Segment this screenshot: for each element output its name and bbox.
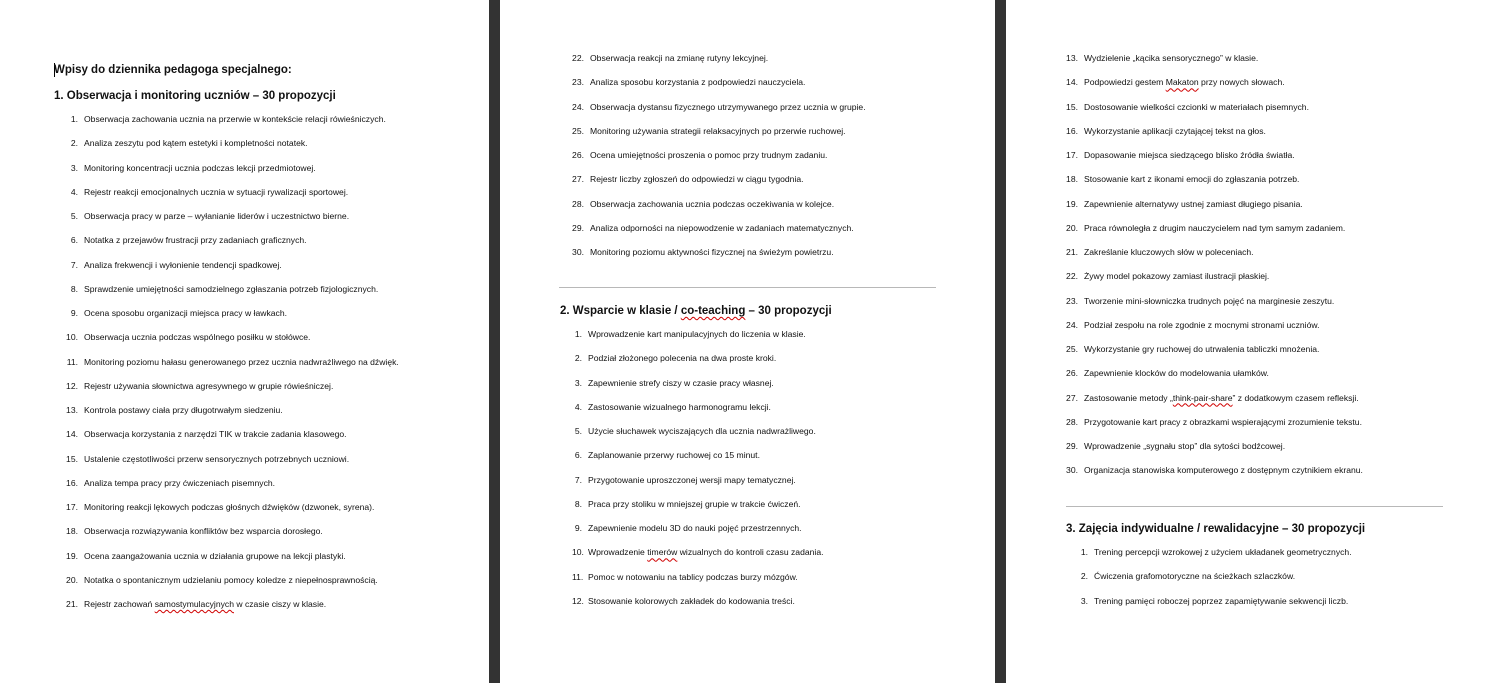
list-item [64,453,399,477]
list-item-number: 17. [1066,150,1078,160]
list-item [1078,546,1352,570]
list-item [64,501,399,525]
list-item-text: Zapewnienie modelu 3D do nauki pojęć przestrzennych. [588,523,802,533]
list-item [1066,270,1363,294]
list-item-text: Użycie słuchawek wyciszających dla ucznia nadwrażliwego. [588,426,816,436]
list-item [64,259,399,283]
list-item-text: Monitoring poziomu aktywności fizycznej na świeżym powietrzu. [590,247,834,257]
list-item-text: Zastosowanie metody „think-pair-share” z dodatkowym czasem refleksji. [1084,392,1359,403]
list-item-number: 14. [1066,77,1078,88]
list-item-number: 26. [1066,368,1078,379]
list-item-number: 29. [1066,441,1078,451]
list-item [572,352,824,376]
list-item [64,234,399,258]
list-item [1066,392,1363,416]
spellcheck-flag[interactable]: timerów [647,547,678,558]
list-item-text: Analiza frekwencji i wyłonienie tendencji spadkowej. [84,259,282,270]
list-item-number: 6. [574,450,582,461]
list-item [1066,101,1363,125]
list-item-number: 3. [574,377,582,388]
list-item [572,425,824,449]
list-item-text: Przygotowanie uproszczonej wersji mapy tematycznej. [588,474,796,485]
section-divider [1066,506,1443,507]
list-item [572,222,866,246]
list-item-number: 5. [574,426,582,436]
list-item-number: 19. [1066,198,1078,209]
list-item [64,283,399,307]
list-item-number: 23. [1066,295,1078,306]
list-item [1066,173,1363,197]
list-item-text: Wykorzystanie aplikacji czytającej tekst na głos. [1084,125,1266,136]
list-item-text: Monitoring używania strategii relaksacyjnych po przerwie ruchowej. [590,125,846,136]
list-item-text: Stosowanie kolorowych zakładek do kodowania treści. [588,595,795,606]
list-item-text: Zastosowanie wizualnego harmonogramu lekcji. [588,401,771,412]
list-item [1066,295,1363,319]
list-item-text: Ćwiczenia grafomotoryczne na ścieżkach szlaczków. [1094,571,1296,582]
list-item-number: 27. [1066,392,1078,403]
document-page-1[interactable] [0,0,489,683]
numbered-list [572,52,866,270]
list-item-number: 22. [1066,271,1078,282]
list-item-text: Obserwacja zachowania ucznia na przerwie w kontekście relacji rówieśniczych. [84,114,386,124]
document-page-2[interactable] [500,0,995,683]
list-item-text: Analiza zeszytu pod kątem estetyki i kompletności notatek. [84,138,308,149]
list-item-number: 24. [1066,319,1078,330]
list-item-number: 3. [70,162,78,173]
list-item [1066,246,1363,270]
list-item [64,307,399,331]
list-item [64,356,399,380]
list-item-number: 28. [572,198,584,209]
page-gap [489,0,500,683]
list-item [1066,149,1363,173]
list-item-number: 19. [66,550,78,561]
list-item-number: 6. [70,235,78,246]
list-item-number: 24. [572,101,584,112]
list-item-text: Podział złożonego polecenia na dwa proste kroki. [588,353,777,364]
list-item-text: Obserwacja korzystania z narzędzi TIK w trakcie zadania klasowego. [84,429,347,440]
list-item-number: 9. [574,523,582,533]
list-item-number: 15. [1066,101,1078,112]
list-item-text: Tworzenie mini-słowniczka trudnych pojęć na marginesie zeszytu. [1084,295,1335,306]
list-item [1078,595,1352,619]
list-item [1066,343,1363,367]
list-item-number: 5. [70,211,78,221]
list-item-number: 16. [66,477,78,488]
list-item-text: Rejestr zachowań samostymulacyjnych w czasie ciszy w klasie. [84,599,327,609]
list-item-text: Kontrola postawy ciała przy długotrwałym siedzeniu. [84,405,283,415]
list-item-text: Rejestr używania słownictwa agresywnego w grupie rówieśniczej. [84,380,334,391]
list-item-text: Obserwacja zachowania ucznia podczas oczekiwania w kolejce. [590,198,835,209]
list-item-text: Dostosowanie wielkości czcionki w materiałach pisemnych. [1084,101,1309,112]
list-item-text: Obserwacja rozwiązywania konfliktów bez wsparcia dorosłego. [84,526,323,537]
list-item-number: 18. [66,526,78,537]
list-item-text: Obserwacja ucznia podczas wspólnego posiłku w stołówce. [84,332,311,343]
list-item-number: 15. [66,453,78,464]
list-item-number: 27. [572,174,584,185]
list-item-text: Żywy model pokazowy zamiast ilustracji płaskiej. [1084,271,1270,282]
list-item-text: Ocena umiejętności proszenia o pomoc przy trudnym zadaniu. [590,150,828,160]
page-gap [995,0,1006,683]
list-item [1066,125,1363,149]
list-item [1066,367,1363,391]
list-item-text: Praca przy stoliku w mniejszej grupie w trakcie ćwiczeń. [588,498,801,509]
section-heading-text: 2. Wsparcie w klasie / co-teaching – 30 propozycji [560,305,832,317]
list-item-text: Trening pamięci roboczej poprzez zapamiętywanie sekwencji liczb. [1094,595,1349,606]
list-item-number: 8. [574,498,582,509]
document-title: Wpisy do dziennika pedagoga specjalnego: [54,64,292,76]
list-item [64,404,399,428]
list-item-number: 12. [572,595,584,606]
list-item-number: 20. [66,574,78,585]
list-item-number: 4. [574,401,582,412]
list-item [64,162,399,186]
list-item-text: Obserwacja dystansu fizycznego utrzymywanego przez ucznia w grupie. [590,101,866,112]
list-item-number: 4. [70,186,78,197]
section-heading-2 [560,305,832,317]
list-item [64,598,399,622]
list-item-text: Rejestr liczby zgłoszeń do odpowiedzi w ciągu tygodnia. [590,174,804,185]
list-item-text: Organizacja stanowiska komputerowego z dostępnym czytnikiem ekranu. [1084,465,1363,476]
list-item-text: Monitoring poziomu hałasu generowanego przez ucznia nadwrażliwego na dźwięk. [84,356,399,367]
list-item [64,331,399,355]
document-page-3[interactable] [1006,0,1495,683]
numbered-list [64,113,399,622]
list-item [572,546,824,570]
list-item [64,574,399,598]
list-item [572,101,866,125]
list-item-text: Obserwacja pracy w parze – wyłanianie liderów i uczestnictwo bierne. [84,211,350,221]
list-item [64,186,399,210]
list-item-number: 17. [66,502,78,512]
spellcheck-flag[interactable]: samostymulacyjnych [154,599,234,609]
list-item [64,525,399,549]
list-item [1066,319,1363,343]
list-item [64,113,399,137]
list-item [572,328,824,352]
list-item-number: 1. [70,114,78,124]
list-item [572,149,866,173]
list-item-text: Zapewnienie klocków do modelowania ułamków. [1084,368,1269,379]
list-item-number: 20. [1066,222,1078,233]
list-item-text: Ocena zaangażowania ucznia w działania grupowe na lekcji plastyki. [84,550,346,561]
list-item [572,401,824,425]
list-item-text: Obserwacja reakcji na zmianę rutyny lekcyjnej. [590,53,769,63]
list-item-text: Pomoc w notowaniu na tablicy podczas burzy mózgów. [588,571,798,582]
list-item-number: 7. [574,474,582,485]
list-item [64,137,399,161]
list-item-text: Dopasowanie miejsca siedzącego blisko źródła światła. [1084,150,1295,160]
list-item-text: Zakreślanie kluczowych słów w poleceniach. [1084,247,1254,257]
list-item-text: Analiza tempa pracy przy ćwiczeniach pisemnych. [84,477,276,488]
list-item [572,198,866,222]
list-item-number: 1. [1080,547,1088,557]
list-item-text: Wykorzystanie gry ruchowej do utrwalenia tabliczki mnożenia. [1084,344,1320,354]
list-item [1066,464,1363,488]
list-item-number: 13. [1066,53,1078,63]
list-item [572,173,866,197]
list-item-number: 23. [572,77,584,88]
list-item [1078,570,1352,594]
list-item-number: 16. [1066,125,1078,136]
list-item-text: Podział zespołu na role zgodnie z mocnymi stronami uczniów. [1084,319,1320,330]
list-item-text: Monitoring koncentracji ucznia podczas lekcji przedmiotowej. [84,162,316,173]
list-item [572,377,824,401]
spellcheck-flag[interactable]: think-pair-share [1172,392,1233,403]
list-item-number: 11. [66,356,78,367]
list-item [572,246,866,270]
list-item-text: Analiza odporności na niepowodzenie w zadaniach matematycznych. [590,222,854,233]
list-item-number: 9. [70,308,78,318]
list-item-text: Stosowanie kart z ikonami emocji do zgłaszania potrzeb. [1084,174,1300,185]
list-item-text: Analiza sposobu korzystania z podpowiedzi nauczyciela. [590,77,806,88]
list-item [1066,416,1363,440]
list-item [64,550,399,574]
list-item [572,125,866,149]
spellcheck-flag[interactable]: Makaton [1165,77,1199,88]
list-item [572,595,824,619]
list-item [1066,222,1363,246]
list-item-number: 1. [574,329,582,339]
list-item-text: Ocena sposobu organizacji miejsca pracy w ławkach. [84,308,288,318]
list-item-text: Wprowadzenie „sygnału stop” dla sytości bodźcowej. [1084,441,1286,451]
list-item [1066,440,1363,464]
list-item-text: Wprowadzenie timerów wizualnych do kontroli czasu zadania. [588,547,824,558]
list-item-number: 13. [66,405,78,415]
list-item [572,571,824,595]
list-item-text: Trening percepcji wzrokowej z użyciem układanek geometrycznych. [1094,547,1352,557]
section-divider [559,287,936,288]
numbered-list [1078,546,1352,619]
list-item [572,498,824,522]
list-item-text: Notatka o spontanicznym udzielaniu pomocy koledze z niepełnosprawnością. [84,574,378,585]
list-item [572,474,824,498]
list-item-text: Wydzielenie „kącika sensorycznego” w klasie. [1084,53,1259,63]
list-item-number: 10. [572,547,584,558]
list-item-number: 7. [70,259,78,270]
list-item-number: 3. [1080,595,1088,606]
list-item-text: Monitoring reakcji lękowych podczas głośnych dźwięków (dzwonek, syrena). [84,502,375,512]
list-item-number: 8. [70,283,78,294]
list-item [64,210,399,234]
list-item-number: 11. [572,571,584,582]
list-item-text: Wprowadzenie kart manipulacyjnych do liczenia w klasie. [588,329,806,339]
list-item-number: 25. [1066,344,1078,354]
list-item [572,449,824,473]
list-item-number: 10. [66,332,78,343]
list-item [64,428,399,452]
list-item-number: 2. [70,138,78,149]
list-item-number: 14. [66,429,78,440]
list-item-number: 29. [572,222,584,233]
list-item-number: 18. [1066,174,1078,185]
list-item [572,76,866,100]
list-item-number: 21. [66,599,78,609]
section-heading-3: 3. Zajęcia indywidualne / rewalidacyjne – 30 propozycji [1066,523,1366,535]
list-item-number: 2. [1080,571,1088,582]
list-item-number: 25. [572,125,584,136]
spellcheck-flag[interactable]: co-teaching [680,305,746,317]
numbered-list [572,328,824,619]
section-heading-1: 1. Obserwacja i monitoring uczniów – 30 propozycji [54,90,336,102]
list-item-number: 21. [1066,247,1078,257]
list-item-text: Przygotowanie kart pracy z obrazkami wspierającymi zrozumienie tekstu. [1084,416,1362,427]
list-item-text: Sprawdzenie umiejętności samodzielnego zgłaszania potrzeb fizjologicznych. [84,283,379,294]
list-item-text: Praca równoległa z drugim nauczycielem nad tym samym zadaniem. [1084,222,1346,233]
list-item [1066,52,1363,76]
list-item-text: Zaplanowanie przerwy ruchowej co 15 minut. [588,450,760,461]
list-item-text: Podpowiedzi gestem Makaton przy nowych słowach. [1084,77,1285,88]
list-item [64,380,399,404]
list-item-text: Rejestr reakcji emocjonalnych ucznia w sytuacji rywalizacji sportowej. [84,186,349,197]
list-item [1066,76,1363,100]
numbered-list [1066,52,1363,489]
list-item [64,477,399,501]
list-item-number: 28. [1066,416,1078,427]
list-item-number: 30. [1066,465,1078,476]
list-item-number: 30. [572,247,584,257]
list-item-number: 12. [66,380,78,391]
list-item-number: 26. [572,150,584,160]
list-item [572,522,824,546]
list-item-text: Notatka z przejawów frustracji przy zadaniach graficznych. [84,235,307,246]
list-item-number: 2. [574,353,582,364]
list-item-number: 22. [572,53,584,63]
list-item [572,52,866,76]
list-item-text: Ustalenie częstotliwości przerw sensorycznych potrzebnych uczniowi. [84,453,350,464]
list-item-text: Zapewnienie strefy ciszy w czasie pracy własnej. [588,377,774,388]
list-item [1066,198,1363,222]
list-item-text: Zapewnienie alternatywy ustnej zamiast długiego pisania. [1084,198,1303,209]
